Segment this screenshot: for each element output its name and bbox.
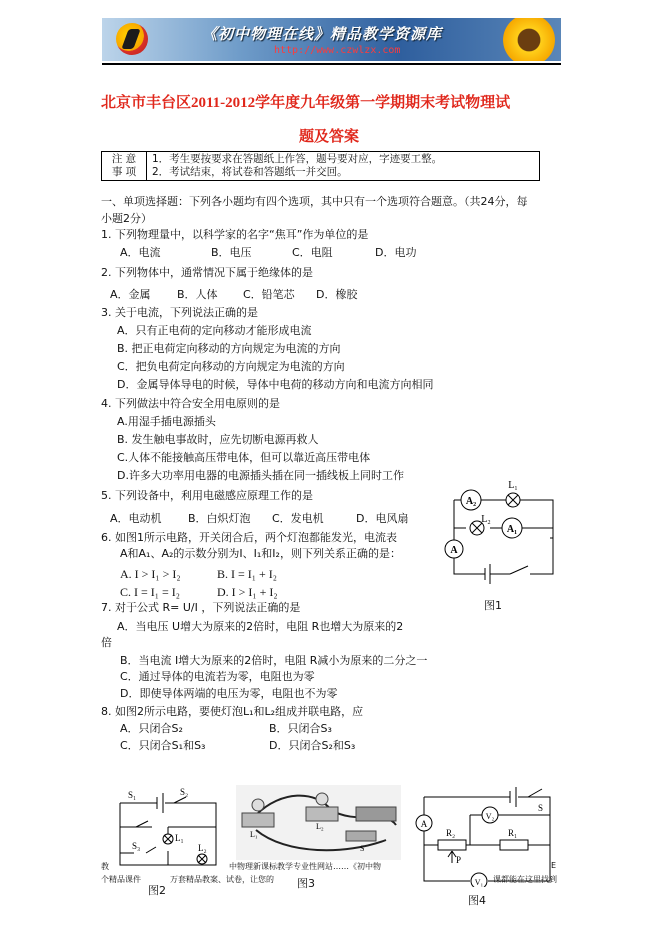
fig4-label-r2: R₂ [446, 828, 456, 838]
q3-option-b: B. 把正电荷定向移动的方向规定为电流的方向 [117, 342, 341, 355]
fig2-label-l1: L₁ [175, 833, 184, 843]
banner-divider [102, 63, 561, 65]
q7-option-d: D．即使导体两端的电压为零，电阻也不为零 [120, 687, 338, 700]
fig3-label-l1: L₁ [250, 830, 258, 839]
q2-option-b: B．人体 [177, 288, 218, 301]
figure-4-circuit [410, 785, 560, 887]
fig4-label-v1: V₁ [474, 878, 484, 887]
q8-option-a: A．只闭合S₂ [120, 722, 183, 735]
page-title-line2: 题及答案 [299, 129, 360, 145]
q3-option-d: D．金属导体导电的时候，导体中电荷的移动方向和电流方向相同 [117, 378, 434, 391]
notice-items [147, 152, 540, 181]
section-heading-cont: 小题2分） [101, 212, 152, 225]
figure-1-caption: 图1 [484, 599, 502, 612]
fig4-label-v2: V₂ [485, 812, 495, 821]
notice-item-2: 2．考试结束，将试卷和答题纸一并交回。 [152, 166, 348, 178]
figure-3-caption: 图3 [297, 877, 315, 890]
fig4-label-p: P [456, 855, 462, 865]
q4-option-c: C.人体不能接触高压带电体，但可以靠近高压带电体 [117, 451, 371, 464]
footer-line2-mid: 万套精品教案、试卷，让您的 [170, 875, 274, 884]
banner-url[interactable]: http://www.czwlzx.com [274, 45, 401, 56]
page-title-line1: 北京市丰台区2011-2012学年度九年级第一学期期末考试物理试 [101, 95, 511, 111]
q3-option-c: C．把负电荷定向移动的方向规定为电流的方向 [117, 360, 345, 373]
q1-stem: 1. 下列物理量中，以科学家的名字“焦耳”作为单位的是 [101, 228, 369, 241]
figure-1-circuit [440, 478, 562, 590]
fig4-label-s: S [538, 803, 544, 813]
footer-line1-left: 教 [101, 862, 109, 871]
notice-table [101, 151, 540, 181]
q5-option-a: A．电动机 [110, 512, 162, 525]
q7-option-a: A．当电压 U增大为原来的2倍时，电阻 R也增大为原来的2 [117, 620, 404, 633]
q8-option-c: C．只闭合S₁和S₃ [120, 739, 206, 752]
sunflower-icon [503, 18, 555, 61]
notice-label-2: 事 项 [111, 166, 137, 178]
q1-option-b: B．电压 [211, 246, 252, 259]
lamp-holder-l2-icon [306, 807, 338, 821]
fig4-label-a: A [420, 819, 428, 829]
q1-option-d: D．电功 [375, 246, 417, 259]
fig1-label-a2: A₂ [465, 496, 477, 507]
q2-option-a: A．金属 [110, 288, 151, 301]
q6-option-b: B. I = I₁ + I₂ [217, 567, 277, 581]
footer-line2-right: 课都能在这里找到 [493, 875, 557, 884]
fig2-label-s1: S₁ [128, 790, 137, 800]
q7-stem: 7. 对于公式 R= U/I ，下列说法正确的是 [101, 601, 301, 614]
q4-option-d: D.许多大功率用电器的电源插头插在同一插线板上同时工作 [117, 469, 404, 482]
q1-option-a: A．电流 [120, 246, 161, 259]
q6-option-a: A. I > I₁ > I₂ [120, 567, 181, 581]
resistor-r1-icon [500, 840, 528, 850]
fig1-label-a1: A₁ [506, 524, 518, 535]
figure-2-circuit [112, 787, 224, 879]
q4-option-b: B. 发生触电事故时，应先切断电源再救人 [117, 433, 319, 446]
switch-icon [346, 831, 376, 841]
q6-option-c: C. I = I₁ = I₂ [120, 585, 180, 599]
fig3-label-s: S [360, 844, 365, 853]
footer-line1-right: E [551, 861, 557, 870]
q7-option-c: C．通过导体的电流若为零，电阻也为零 [120, 670, 315, 683]
fig2-label-s2: S₂ [180, 787, 189, 797]
q6-option-d: D. I > I₁ + I₂ [217, 585, 278, 599]
battery-box-icon [356, 807, 396, 821]
q5-option-b: B．白炽灯泡 [188, 512, 251, 525]
site-banner [102, 18, 561, 61]
q2-option-d: D．橡胶 [316, 288, 358, 301]
fig2-label-s3: S₃ [132, 841, 141, 851]
q4-option-a: A.用湿手插电源插头 [117, 415, 216, 428]
fig1-label-a: A [450, 545, 458, 556]
battery-icon [485, 564, 490, 584]
q5-stem: 5. 下列设备中，利用电磁感应原理工作的是 [101, 489, 313, 502]
switch-icon [510, 566, 528, 574]
figure-2-caption: 图2 [148, 884, 166, 897]
q6-stem-1: 6. 如图1所示电路，开关闭合后，两个灯泡都能发光，电流表 [101, 531, 397, 544]
q2-stem: 2. 下列物体中，通常情况下属于绝缘体的是 [101, 266, 313, 279]
q1-option-c: C．电阻 [292, 246, 333, 259]
footer-line2-left: 个精品课件 [101, 875, 141, 884]
q5-option-c: C．发电机 [272, 512, 324, 525]
fig4-label-r1: R₁ [508, 828, 518, 838]
notice-item-1: 1．考生要按要求在答题纸上作答，题号要对应，字迹要工整。 [152, 153, 443, 165]
notice-label-1: 注 意 [111, 153, 137, 165]
q4-stem: 4. 下列做法中符合安全用电原则的是 [101, 397, 280, 410]
fig3-label-l2: L₂ [316, 822, 324, 831]
figure-3-photo [236, 785, 401, 860]
q6-stem-2: A和A₁、A₂的示数分别为I、I₁和I₂，则下列关系正确的是： [120, 547, 401, 560]
logo-icon [116, 23, 148, 55]
q5-option-d: D．电风扇 [356, 512, 409, 525]
notice-label [102, 152, 147, 181]
rheostat-r2-icon [438, 840, 466, 850]
fig2-label-l2: L₂ [198, 843, 207, 853]
lamp-holder-l1-icon [242, 813, 274, 827]
q7-option-a-cont: 倍 [101, 636, 112, 649]
fig1-label-l2: L₂ [481, 514, 491, 525]
section-heading: 一、单项选择题：下列各小题均有四个选项，其中只有一个选项符合题意。（共24分，每 [101, 195, 528, 208]
footer-line1-mid: 中物理新课标教学专业性网站……《初中物 [229, 862, 381, 871]
q3-stem: 3. 关于电流，下列说法正确的是 [101, 306, 258, 319]
q7-option-b: B．当电流 I增大为原来的2倍时，电阻 R减小为原来的二分之一 [120, 654, 428, 667]
figure-4-caption: 图4 [468, 894, 486, 907]
q3-option-a: A．只有正电荷的定向移动才能形成电流 [117, 324, 312, 337]
banner-title: 《初中物理在线》精品教学资源库 [202, 25, 443, 43]
q2-option-c: C．铅笔芯 [243, 288, 295, 301]
q8-stem: 8. 如图2所示电路，要使灯泡L₁和L₂组成并联电路，应 [101, 705, 364, 718]
fig1-label-l1: L₁ [508, 480, 518, 491]
q8-option-b: B．只闭合S₃ [269, 722, 332, 735]
q8-option-d: D．只闭合S₂和S₃ [269, 739, 356, 752]
